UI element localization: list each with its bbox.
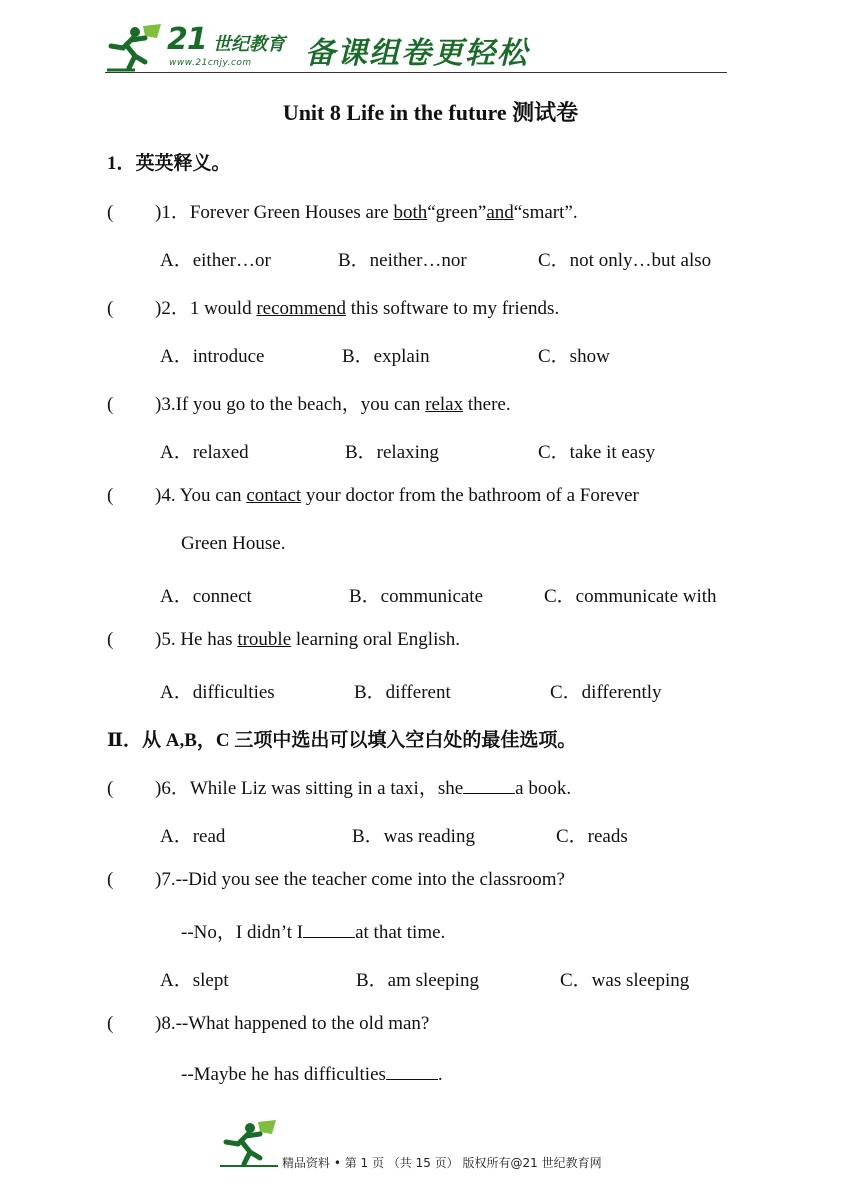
option-c: C．reads: [556, 826, 628, 847]
option-a: A．difficulties: [160, 682, 275, 703]
underlined-word: and: [486, 202, 514, 223]
option-a: A．either…or: [160, 250, 271, 271]
underlined-word: relax: [425, 394, 464, 415]
question-6: ( )6．While Liz was sitting in a taxi，she a book.: [107, 773, 571, 800]
logo-url: www.21cnjy.com: [169, 58, 252, 68]
section-heading-1: 1．英英释义。: [107, 153, 231, 174]
page-header: [105, 20, 727, 76]
option-c: C．not only…but also: [538, 250, 712, 271]
underlined-word: contact: [246, 485, 302, 506]
runner-logo-icon: [105, 22, 165, 72]
logo-number: 21: [167, 22, 207, 57]
option-b: B．was reading: [352, 826, 475, 847]
option-c: C．was sleeping: [560, 970, 690, 991]
footer-text: 精品资料 • 第 1 页 （共 15 页） 版权所有@21 世纪教育网: [282, 1156, 602, 1170]
page-title: Unit 8 Life in the future 测试卷: [282, 100, 579, 125]
underlined-word: both: [393, 202, 428, 223]
runner-logo-icon: [218, 1118, 280, 1168]
question-8-continuation: --Maybe he has difficulties .: [181, 1061, 443, 1086]
question-8: ( )8.--What happened to the old man?: [107, 1013, 430, 1034]
section-heading-2: Ⅱ．从 A,B，C 三项中选出可以填入空白处的最佳选项。: [107, 730, 577, 751]
option-a: A．slept: [160, 970, 229, 991]
question-7: ( )7.--Did you see the teacher come into the classroom?: [107, 869, 565, 890]
option-b: B．am sleeping: [356, 970, 479, 991]
header-divider: [105, 72, 727, 73]
question-5: ( )5. He has trouble learning oral English.: [107, 629, 460, 650]
option-b: B．communicate: [349, 586, 484, 607]
logo-text: 世纪教育: [213, 34, 285, 55]
question-2: ( )2．1 would recommend this software to my friends.: [107, 298, 560, 319]
option-b: B．explain: [342, 346, 430, 367]
option-b: B．neither…nor: [338, 250, 467, 271]
page-footer: [0, 1118, 861, 1178]
option-a: A．read: [160, 826, 226, 847]
answer-blank: [463, 775, 515, 794]
underlined-word: trouble: [237, 629, 292, 650]
option-c: C．show: [538, 346, 610, 367]
option-b: B．different: [354, 682, 451, 703]
option-c: C．communicate with: [544, 586, 717, 607]
question-7-continuation: --No，I didn’t I at that time.: [181, 917, 445, 944]
answer-blank: [303, 919, 355, 938]
underlined-word: recommend: [256, 298, 347, 319]
header-slogan: 备课组卷更轻松: [305, 36, 529, 71]
option-c: C．take it easy: [538, 442, 656, 463]
question-4: ( )4. You can contact your doctor from the bathroom of a Forever: [107, 485, 639, 506]
question-1: ( )1．Forever Green Houses are both“green”and“smart”.: [107, 202, 578, 223]
question-4-continuation: Green House.: [181, 533, 286, 554]
question-3: ( )3.If you go to the beach，you can relax there.: [107, 394, 511, 415]
option-a: A．introduce: [160, 346, 265, 367]
option-a: A．connect: [160, 586, 252, 607]
option-a: A．relaxed: [160, 442, 249, 463]
option-c: C．differently: [550, 682, 662, 703]
option-b: B．relaxing: [345, 442, 439, 463]
answer-blank: [386, 1061, 438, 1080]
